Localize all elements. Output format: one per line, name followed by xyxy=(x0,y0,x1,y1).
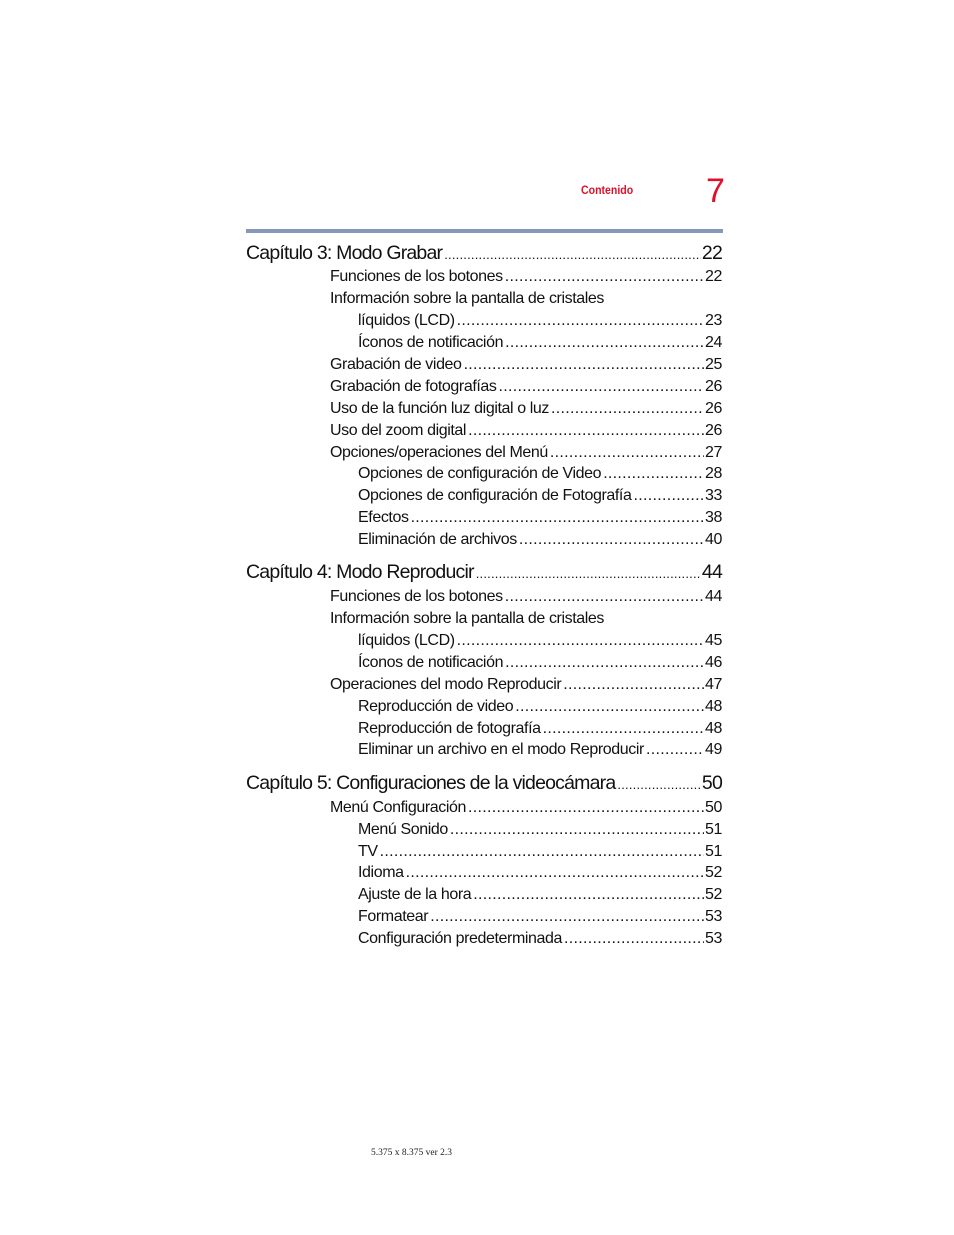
toc-entry[interactable] xyxy=(330,610,604,628)
toc-entry-page: 48 xyxy=(705,720,722,737)
dot-leader xyxy=(499,378,704,396)
toc-entry-page: 24 xyxy=(705,334,722,351)
toc-entry-title: Opciones de configuración de Video xyxy=(358,465,602,482)
dot-leader xyxy=(468,422,704,440)
header-rule xyxy=(246,229,723,233)
toc-entry-title: Capítulo 3: Modo Grabar xyxy=(246,242,443,264)
toc-entry-page: 53 xyxy=(705,908,722,925)
toc-entry-title: Efectos xyxy=(358,509,409,526)
dot-leader xyxy=(564,930,704,948)
toc-entry[interactable] xyxy=(330,356,722,374)
toc-entry-title: Ajuste de la hora xyxy=(358,886,472,903)
dot-leader xyxy=(550,444,704,462)
running-header-section: Contenido xyxy=(581,183,634,197)
dot-leader xyxy=(505,268,704,286)
print-spec-footer: 5.375 x 8.375 ver 2.3 xyxy=(371,1148,453,1158)
toc-entry[interactable] xyxy=(358,741,722,759)
toc-entry-page: 33 xyxy=(705,487,722,504)
toc-entry-page: 49 xyxy=(705,741,722,758)
dot-leader xyxy=(633,487,704,505)
toc-entry[interactable] xyxy=(330,378,722,396)
dot-leader xyxy=(464,356,704,374)
toc-entry-title: Idioma xyxy=(358,864,404,881)
toc-entry[interactable] xyxy=(358,334,722,352)
toc-entry-title: Formatear xyxy=(358,908,429,925)
toc-entry[interactable] xyxy=(358,632,722,650)
toc-entry-page: 44 xyxy=(701,561,722,583)
toc-entry[interactable] xyxy=(358,930,722,948)
toc-entry-title: Grabación de fotografías xyxy=(330,378,497,395)
toc-entry-title: Opciones/operaciones del Menú xyxy=(330,444,548,461)
toc-entry-title: TV xyxy=(358,843,378,860)
toc-entry-title: Reproducción de video xyxy=(358,698,514,715)
toc-entry[interactable] xyxy=(358,843,722,861)
toc-entry-page: 50 xyxy=(705,799,722,816)
toc-entry-title: Uso del zoom digital xyxy=(330,422,467,439)
toc-entry[interactable] xyxy=(358,654,722,672)
toc-entry-page: 26 xyxy=(705,400,722,417)
dot-leader xyxy=(411,509,704,527)
toc-entry[interactable] xyxy=(358,509,722,527)
toc-entry[interactable] xyxy=(358,821,722,839)
toc-entry[interactable] xyxy=(330,422,722,440)
dot-leader xyxy=(380,843,704,861)
page-number: 7 xyxy=(706,172,725,210)
toc-entry-title: Reproducción de fotografía xyxy=(358,720,541,737)
dot-leader xyxy=(603,465,704,483)
toc-entry-title: Operaciones del modo Reproducir xyxy=(330,676,562,693)
toc-entry[interactable] xyxy=(358,312,722,330)
toc-entry[interactable] xyxy=(358,698,722,716)
toc-entry-title: Menú Sonido xyxy=(358,821,448,838)
dot-leader xyxy=(476,566,701,581)
dot-leader xyxy=(457,632,704,650)
toc-entry-title: Información sobre la pantalla de cristales xyxy=(330,610,605,627)
toc-entry-title: líquidos (LCD) xyxy=(358,632,455,649)
toc-entry[interactable] xyxy=(330,268,722,286)
toc-entry[interactable] xyxy=(358,531,722,549)
dot-leader xyxy=(444,247,701,262)
toc-entry-title: Íconos de notificación xyxy=(358,334,504,351)
toc-entry[interactable] xyxy=(330,676,722,694)
toc-entry-page: 50 xyxy=(701,772,722,794)
toc-entry-title: Íconos de notificación xyxy=(358,654,504,671)
toc-entry-title: Eliminación de archivos xyxy=(358,531,517,548)
toc-entry-page: 51 xyxy=(705,843,722,860)
toc-entry[interactable] xyxy=(330,400,722,418)
toc-entry-page: 47 xyxy=(705,676,722,693)
toc-entry-page: 26 xyxy=(705,378,722,395)
toc-entry-title: Configuración predeterminada xyxy=(358,930,563,947)
dot-leader xyxy=(468,799,704,817)
toc-entry-title: Funciones de los botones xyxy=(330,588,503,605)
toc-entry-page: 52 xyxy=(705,886,722,903)
toc-entry-page: 40 xyxy=(705,531,722,548)
toc-entry-title: Grabación de video xyxy=(330,356,462,373)
toc-entry-page: 22 xyxy=(705,268,722,285)
toc-entry[interactable] xyxy=(330,444,722,462)
dot-leader xyxy=(543,720,704,738)
toc-entry-page: 26 xyxy=(705,422,722,439)
toc-entry-page: 27 xyxy=(705,444,722,461)
toc-entry-title: Eliminar un archivo en el modo Reproducir xyxy=(358,741,644,758)
toc-entry[interactable] xyxy=(330,799,722,817)
toc-entry-page: 23 xyxy=(705,312,722,329)
toc-entry-title: Funciones de los botones xyxy=(330,268,503,285)
toc-entry-title: Información sobre la pantalla de cristales xyxy=(330,290,605,307)
toc-entry-page: 48 xyxy=(705,698,722,715)
toc-chapter-entry[interactable] xyxy=(246,242,722,265)
dot-leader xyxy=(505,588,704,606)
dot-leader xyxy=(450,821,704,839)
toc-entry-title: líquidos (LCD) xyxy=(358,312,455,329)
dot-leader xyxy=(406,864,704,882)
toc-entry-page: 52 xyxy=(705,864,722,881)
toc-chapter-entry[interactable] xyxy=(246,772,722,795)
toc-entry-page: 46 xyxy=(705,654,722,671)
dot-leader xyxy=(551,400,704,418)
toc-entry-title: Menú Configuración xyxy=(330,799,466,816)
dot-leader xyxy=(519,531,704,549)
toc-entry-title: Capítulo 4: Modo Reproducir xyxy=(246,561,474,583)
dot-leader xyxy=(457,312,704,330)
toc-entry-title: Uso de la función luz digital o luz xyxy=(330,400,550,417)
toc-entry-page: 28 xyxy=(705,465,722,482)
toc-entry[interactable] xyxy=(358,487,722,505)
dot-leader xyxy=(505,334,704,352)
toc-entry-title: Opciones de configuración de Fotografía xyxy=(358,487,632,504)
toc-entry-page: 51 xyxy=(705,821,722,838)
toc-entry-page: 44 xyxy=(705,588,722,605)
dot-leader xyxy=(563,676,704,694)
toc-entry[interactable] xyxy=(358,886,722,904)
toc-entry-title: Capítulo 5: Configuraciones de la videocámara xyxy=(246,772,616,794)
toc-entry-page: 38 xyxy=(705,509,722,526)
toc-entry-page: 22 xyxy=(701,242,722,264)
dot-leader xyxy=(646,741,704,759)
toc-entry-page: 53 xyxy=(705,930,722,947)
dot-leader xyxy=(473,886,704,904)
toc-entry[interactable] xyxy=(358,864,722,882)
dot-leader xyxy=(515,698,704,716)
toc-entry[interactable] xyxy=(330,588,722,606)
dot-leader xyxy=(505,654,704,672)
toc-entry[interactable] xyxy=(358,465,722,483)
toc-chapter-entry[interactable] xyxy=(246,561,722,584)
toc-entry[interactable] xyxy=(358,908,722,926)
toc-entry-page: 25 xyxy=(705,356,722,373)
toc-entry-page: 45 xyxy=(705,632,722,649)
dot-leader xyxy=(430,908,704,926)
dot-leader xyxy=(617,777,700,792)
toc-entry[interactable] xyxy=(358,720,722,738)
toc-entry[interactable] xyxy=(330,290,604,308)
